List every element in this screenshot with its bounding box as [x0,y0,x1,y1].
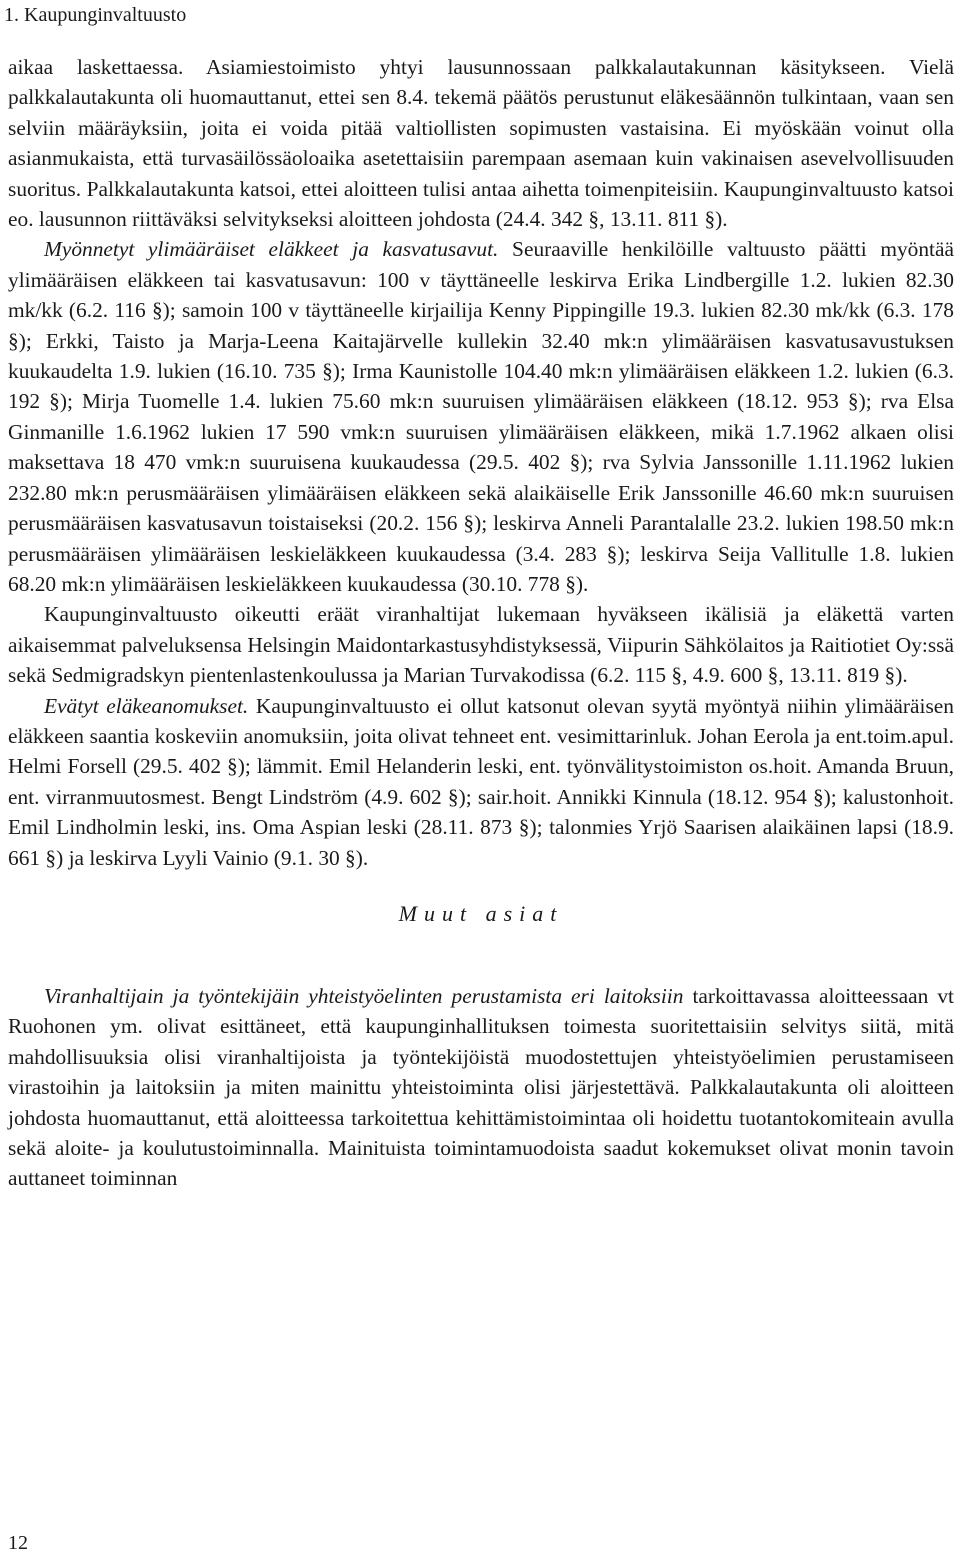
body-text [8,52,954,1194]
paragraph-pension-decision: aikaa laskettaessa. Asiamiestoimisto yhtyi lausunnossaan palkkalautakunnan käsitykseen. Vielä palkkalautakunta oli huomauttanut, ettei sen 8.4. tekemä päätös perustunut eläkesäännön tulkintaan, vaan sen selviin määräyksiin, joita ei voida pitää valtiollisten sopimusten vastaisina. Ei myöskään voinut olla asianmukaista, että turvasäilössäoloaika asetettaisiin parempaan asemaan kuin vakinaisen asevelvollisuuden suoritus. Palkkalautakunta katsoi, ettei aloitteen tulisi antaa aihetta toimenpiteisiin. Kaupunginvaltuusto katsoi eo. lausunnon riittäväksi selvitykseksi aloitteen johdosta (24.4. 342 §, 13.11. 811 §). [8,55,954,232]
paragraph-denied-applications [8,691,954,873]
granted-pensions-text: Seuraaville henkilöille valtuusto päätti myöntää ylimääräisen eläkkeen tai kasvatusavun: 100 v täyttäneelle leskirva Erika Lindbergille 1.2. lukien 82.30 mk/kk (6.2. 116 §); samoin 100 v täyttäneelle kirjailija Kenny Pippingille 19.3. lukien 82.30 mk/kk (6.3. 178 §); Erkki, Taisto ja Marja-Leena Kaitajärvelle kullekin 32.40 mk:n ylimääräisen kasvatusavustuksen kuukaudelta 1.9. lukien (16.10. 735 §); Irma Kaunistolle 104.40 mk:n ylimääräisen eläkkeen 1.2. lukien (6.3. 192 §); Mirja Tuomelle 1.4. lukien 75.60 mk:n suuruisen ylimääräisen eläkkeen (18.12. 953 §); rva Elsa Ginmanille 1.6.1962 lukien 17 590 vmk:n suuruisen ylimääräisen eläkkeen, mikä 1.7.1962 alkaen olisi maksettava 18 470 vmk:n suuruisena kuukaudessa (29.5. 402 §); rva Sylvia Janssonille 1.11.1962 lukien 232.80 mk:n perusmääräisen ylimääräisen eläkkeen sekä alaikäiselle Erik Janssonille 46.60 mk:n suuruisen perusmääräisen kasvatusavun toistaiseksi (20.2. 156 §); leskirva Anneli Parantalalle 23.2. lukien 198.50 mk:n perusmääräisen ylimääräisen leskieläkkeen kuukaudessa (3.4. 283 §); leskirva Seija Vallitulle 1.8. lukien 68.20 mk:n ylimääräisen leskieläkkeen kuukaudessa (30.10. 778 §). [8,237,954,596]
paragraph-service-credit: Kaupunginvaltuusto oikeutti eräät viranhaltijat lukemaan hyväkseen ikälisiä ja eläkettä varten aikaisemmat palveluksensa Helsingin Maidontarkastusyhdistyksessä, Viipurin Sähkölaitos ja Raitiotiet Oy:ssä sekä Sedmigradskyn pientenlastenkoulussa ja Marian Turvakodissa (6.2. 115 §, 4.9. 600 §, 13.11. 819 §). [8,602,954,688]
denied-applications-text: Kaupunginvaltuusto ei ollut katsonut olevan syytä myöntyä niihin ylimääräisen eläkkeen saantia koskeviin anomuksiin, joita olivat tehneet ent. vesimittarinluk. Johan Eerola ja ent.toim.apul. Helmi Forsell (29.5. 402 §); lämmit. Emil Helanderin leski, ent. työnvälitystoimiston os.hoit. Amanda Bruun, ent. virranmuutosmest. Bengt Lindström (4.9. 602 §); sair.hoit. Annikki Kinnula (18.12. 954 §); kalustonhoit. Emil Lindholmin leski, ins. Oma Aspian leski (28.11. 873 §); talonmies Yrjö Saarisen alaikäinen lapsi (18.9. 661 §) ja leskirva Lyyli Vainio (9.1. 30 §). [8,693,955,870]
cooperation-bodies-heading: Viranhaltijain ja työntekijäin yhteistyöelinten perustamista eri laitoksiin [44,983,684,1008]
section-heading: Muut asiat [398,900,564,926]
granted-pensions-heading: Myönnetyt ylimääräiset eläkkeet ja kasvatusavut. [44,237,499,262]
denied-applications-heading: Evätyt eläkeanomukset. [44,693,249,718]
paragraph-cooperation-bodies [8,981,954,1194]
running-head: 1. Kaupunginvaltuusto [4,4,187,26]
page-number: 12 [8,1532,28,1554]
cooperation-bodies-text: tarkoittavassa aloitteessaan vt Ruohonen ym. olivat esittäneet, että kaupunginhallituksen toimesta suoritettaisiin selvitys siitä, mitä mahdollisuuksia olisi viranhaltijoista ja työntekijöistä muodostettujen yhteistyöelimien perustamiseen virastoihin ja laitoksiin ja miten mainittu yhteistoiminta olisi järjestettävä. Palkkalautakunta oli aloitteen johdosta huomauttanut, että aloitteessa tarkoitettua kehittämistoimintaa oli hoidettu tuotantokomiteain avulla sekä aloite- ja koulutustoiminnalla. Mainituista toimintamuodoista saadut kokemukset olivat monin tavoin auttaneet toiminnan [8,983,954,1191]
paragraph-granted-pensions [8,234,954,599]
